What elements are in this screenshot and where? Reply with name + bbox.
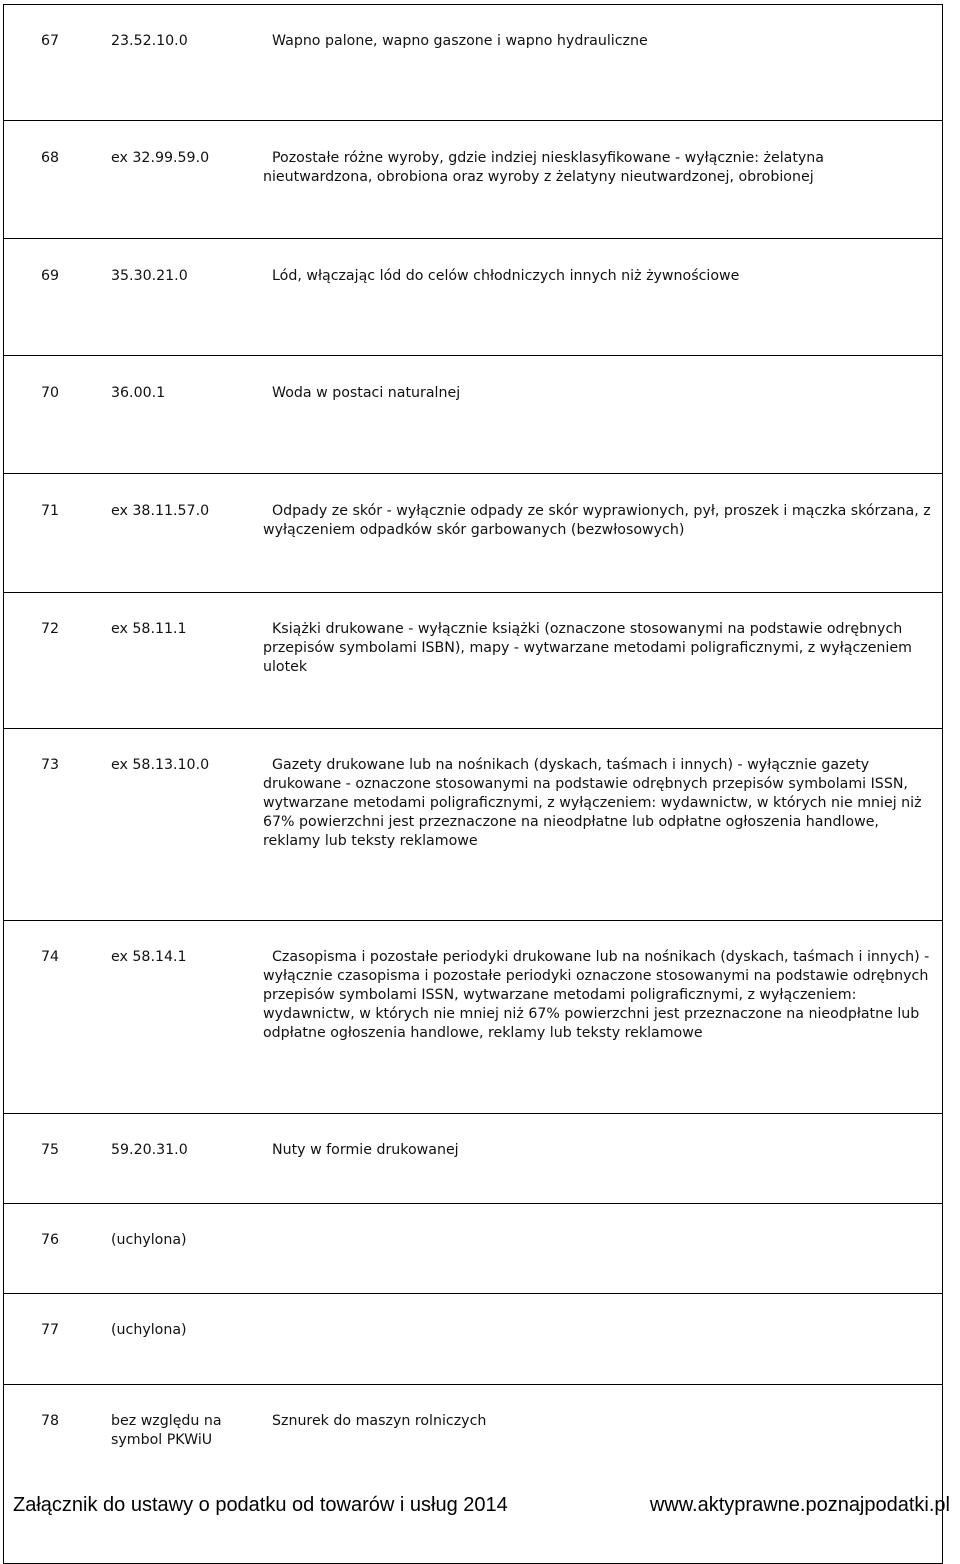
row-description: Woda w postaci naturalnej — [272, 385, 461, 401]
table-row — [4, 239, 943, 356]
row-description: Lód, włączając lód do celów chłodniczych innych niż żywnościowe — [272, 268, 740, 284]
pkwiu-code: 36.00.1 — [111, 385, 166, 401]
table-row — [4, 593, 943, 729]
row-description: Wapno palone, wapno gaszone i wapno hydrauliczne — [272, 33, 648, 49]
pkwiu-code: ex 38.11.57.0 — [111, 503, 210, 519]
pkwiu-code: ex 58.14.1 — [111, 949, 187, 965]
footer-website-link[interactable]: www.aktyprawne.poznajpodatki.pl — [649, 1494, 950, 1516]
row-number: 77 — [41, 1322, 60, 1338]
table-row — [4, 1114, 943, 1204]
table-row — [4, 474, 943, 593]
table-cell — [4, 356, 943, 474]
row-number: 69 — [41, 268, 60, 284]
table-cell — [4, 121, 943, 239]
pkwiu-code: 23.52.10.0 — [111, 33, 188, 49]
table-cell — [4, 239, 943, 356]
pkwiu-code: (uchylona) — [111, 1322, 187, 1338]
row-number: 71 — [41, 503, 60, 519]
table-cell — [4, 474, 943, 593]
row-description: Gazety drukowane lub na nośnikach (dyskach, taśmach i innych) - wyłącznie gazety drukowane - oznaczone stosowanymi na podstawie odrębnych przepisów symbolami ISSN, wytwarzane metodami poligraficznymi, z wyłączeniem: wydawnictw, w których nie mniej niż 67% powierzchni jest przeznaczone na nieodpłatne lub odpłatne ogłoszenia handlowe, reklamy lub teksty reklamowe — [263, 757, 922, 849]
table-cell — [4, 1204, 943, 1294]
row-number: 67 — [41, 33, 60, 49]
row-description: Pozostałe różne wyroby, gdzie indziej niesklasyfikowane - wyłącznie: żelatyna nieutwardzona, obrobiona oraz wyroby z żelatyny nieutwardzonej, obrobionej — [263, 150, 824, 185]
footer-document-title: Załącznik do ustawy o podatku od towarów i usług 2014 — [13, 1494, 508, 1516]
pkwiu-code: ex 58.13.10.0 — [111, 757, 210, 773]
row-number: 68 — [41, 150, 60, 166]
page-footer — [13, 1492, 950, 1518]
table-row — [4, 1385, 943, 1564]
row-number: 75 — [41, 1142, 60, 1158]
table-cell — [4, 5, 943, 121]
row-number: 78 — [41, 1413, 60, 1429]
row-description: Odpady ze skór - wyłącznie odpady ze skór wyprawionych, pył, proszek i mączka skórzana, z wyłączeniem odpadków skór garbowanych (bezwłosowych) — [263, 503, 931, 538]
pkwiu-code: 35.30.21.0 — [111, 268, 188, 284]
pkwiu-code: 59.20.31.0 — [111, 1142, 188, 1158]
table-cell — [4, 1114, 943, 1204]
table-row — [4, 356, 943, 474]
table-row — [4, 5, 943, 121]
row-number: 76 — [41, 1232, 60, 1248]
table-row — [4, 921, 943, 1114]
table-cell — [4, 1294, 943, 1385]
row-number: 74 — [41, 949, 60, 965]
row-description: Książki drukowane - wyłącznie książki (oznaczone stosowanymi na podstawie odrębnych przepisów symbolami ISBN), mapy - wytwarzane metodami poligraficznymi, z wyłączeniem ulotek — [263, 621, 912, 675]
table-row — [4, 729, 943, 921]
row-description: Nuty w formie drukowanej — [272, 1142, 459, 1158]
table-cell — [4, 593, 943, 729]
row-number: 72 — [41, 621, 60, 637]
pkwiu-code: ex 58.11.1 — [111, 621, 187, 637]
table-cell — [4, 729, 943, 921]
table-row — [4, 1294, 943, 1385]
table-cell — [4, 1385, 943, 1564]
table-cell — [4, 921, 943, 1114]
table-row — [4, 1204, 943, 1294]
pkwiu-code: (uchylona) — [111, 1232, 187, 1248]
row-number: 73 — [41, 757, 60, 773]
row-description: Czasopisma i pozostałe periodyki drukowane lub na nośnikach (dyskach, taśmach i innych) - wyłącznie czasopisma i pozostałe periodyki oznaczone stosowanymi na podstawie odrębnych przepisów symbolami ISSN, wytwarzane metodami poligraficznymi, z wyłączeniem: wydawnictw, w których nie mniej niż 67% powierzchni jest przeznaczone na nieodpłatne lub odpłatne ogłoszenia handlowe, reklamy lub teksty reklamowe — [263, 949, 930, 1041]
pkwiu-code: bez względu na symbol PKWiU — [111, 1413, 222, 1448]
goods-table — [3, 4, 943, 1564]
row-number: 70 — [41, 385, 60, 401]
row-description: Sznurek do maszyn rolniczych — [272, 1413, 487, 1429]
table-row — [4, 121, 943, 239]
pkwiu-code: ex 32.99.59.0 — [111, 150, 210, 166]
